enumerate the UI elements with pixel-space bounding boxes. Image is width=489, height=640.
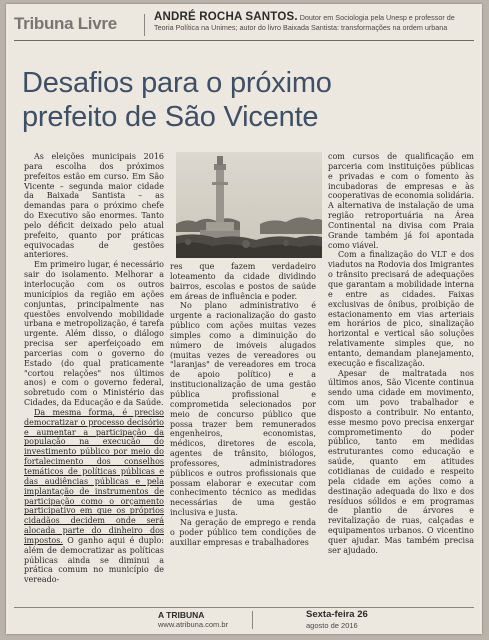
paragraph: Com a finalização do VLT e dos viadutos na Rodovia dos Imigrantes o trânsito precisará de adequações que garantam a mobilidade interna e entre as cidades. Faixas exclusivas de ônibus, proibição de estacionamento em vias arteriais em horários de pico, sinalização horizontal e vertical são soluções relativamente simples que, no entanto, demandam planejamento, execução e fiscalização. xyxy=(328,250,474,368)
paragraph: Na geração de emprego e renda o poder público tem condições de auxiliar empresas e trabalhadores xyxy=(170,517,316,547)
paragraph-underlined xyxy=(24,408,164,585)
monument-photo xyxy=(176,152,322,258)
paragraph: Apesar de maltratada nos últimos anos, São Vicente continua sendo uma cidade em movimento, com um povo trabalhador e disposto a contribuir. No entanto, esse mesmo povo precisa enxergar comprometimento do poder público, tanto em medidas estruturantes como educação e saúde, quanto em atitudes cotidianas de cuidado e respeito pela cidade em ações como a destinação adequada do lixo e dos resíduos sólidos e em programas de plantio de árvores e revitalização de ruas, calçadas e equipamentos urbanos. O vicentino quer ajudar. Mas também precisa ser ajudado. xyxy=(328,368,474,555)
author-byline xyxy=(154,12,476,33)
author-name: ANDRÉ ROCHA SANTOS. xyxy=(154,11,298,23)
page-footer xyxy=(14,607,474,632)
header-divider xyxy=(144,14,145,36)
paragraph: No plano administrativo é urgente a racionalização do gasto público com ações muitas vezes simples como a diminuição do número de imóveis alugados (muitas vezes de vereadores ou "laranjas" de vereadores em troca de apoio político) e a institucionalização de uma gestão pública profissional e comprometida selecionados por meio de concurso público que possa trazer bem remunerados engenheiros, economistas, médicos, diretores de escola, agentes de trânsito, biólogos, professores, administradores públicos e outros profissionais que possam elaborar e executar com conhecimento técnico as medidas necessárias de uma gestão inclusiva e justa. xyxy=(170,301,316,518)
headline-line-2: prefeito de São Vicente xyxy=(22,101,319,133)
newspaper-page xyxy=(6,4,482,634)
article-column-2 xyxy=(170,262,316,547)
paragraph: As eleições municipais 2016 para escolha dos próximos prefeitos estão em curso. Em São Vicente – segunda maior cidade da Baixada Santista – as demandas para o próximo chefe do Executivo são enormes. Tanto pelo déficit deixado pelo atual prefeito, quanto por práticas equivocadas de gestões anteriores. xyxy=(24,152,164,260)
section-title: Tribuna Livre xyxy=(14,14,117,33)
paragraph-continuation: O ganho aqui é duplo: além de democratizar as políticas públicas ainda se diminui a prática comum no município de vereado- xyxy=(24,535,164,585)
monument-photo-image xyxy=(176,152,322,258)
issue-month: agosto de 2016 xyxy=(306,621,358,630)
paragraph: Em primeiro lugar, é necessário sair do isolamento. Melhorar a interlocução com os outros municípios da região em ações conjuntas, principalmente nas questões envolvendo mobilidade urbana e metropolização, é tarefa urgente. Além disso, o diálogo precisa ser aperfeiçoado em parcerias com o governo do Estado (do qual praticamente "cortou relações" nos últimos anos) e com o governo federal, sobretudo com o Ministério das Cidades, da Educação e da Saúde. xyxy=(24,260,164,408)
author-bio: Doutor em Sociologia pela Unesp e professor de Teoria Política na Unimes; autor do livro Baixada Santista: transformações na ordem urbana xyxy=(154,13,455,32)
article-column-3 xyxy=(328,152,474,556)
newspaper-brand: A TRIBUNA xyxy=(158,610,205,620)
footer-divider xyxy=(252,611,253,629)
newspaper-url: www.atribuna.com.br xyxy=(158,620,229,629)
paragraph: com cursos de qualificação em parceria com instituições públicas e privadas e com o fomento às incubadoras de empresas e às cooperativas de economia solidária. A alternativa de instalação de uma região retroportuária na Área Continental na divisa com Praia Grande também já foi apontada como viável. xyxy=(328,152,474,250)
underlined-passage: Da mesma forma, é preciso democratizar o processo decisório e aumentar a participação da população na execução do investimento público por meio do fortalecimento dos conselhos temáticos de políticas públicas e das audiências públicas e pela implantação de instrumentos de participação como o orçamento participativo em que os próprios cidadãos decidem onde será alocada parte do dinheiro dos impostos. xyxy=(24,407,164,545)
headline-line-1: Desafios para o próximo xyxy=(22,67,332,99)
paragraph: res que fazem verdadeiro loteamento da cidade dividindo bairros, escolas e postos de saúde em áreas de influência e poder. xyxy=(170,262,316,301)
headline xyxy=(22,66,462,134)
issue-day: Sexta-feira 26 xyxy=(306,609,368,620)
article-column-1 xyxy=(24,152,164,585)
page-header xyxy=(14,10,474,41)
